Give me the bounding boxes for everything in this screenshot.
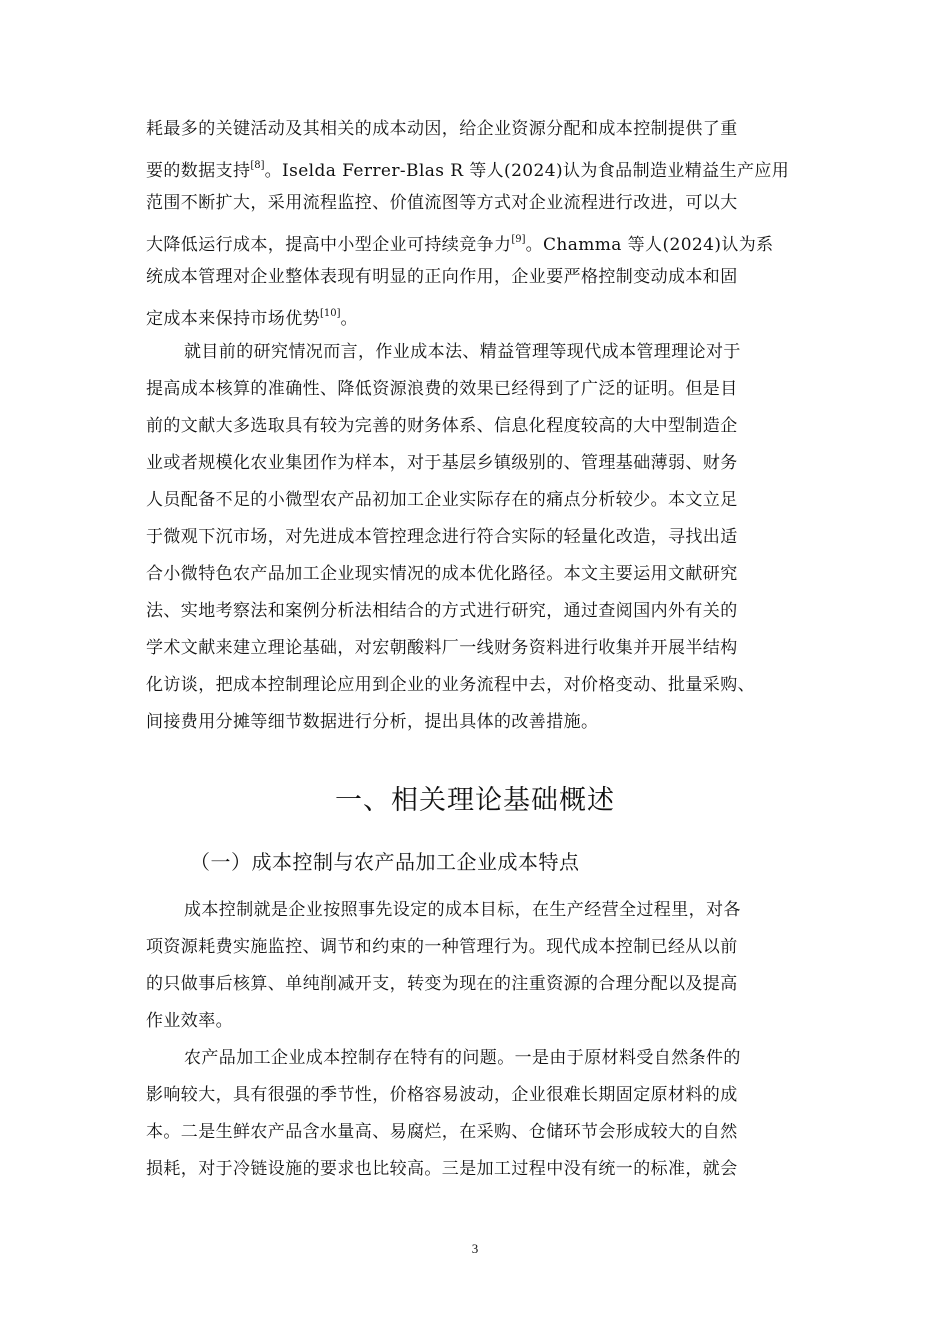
text-line: 大降低运行成本，提高中小型企业可持续竞争力[9]。Chamma 等人(2024)认为系 bbox=[146, 234, 774, 255]
text-line: 本。二是生鲜农产品含水量高、易腐烂，在采购、仓储环节会形成较大的自然 bbox=[146, 1122, 738, 1142]
text-line: 影响较大，具有很强的季节性，价格容易波动，企业很难长期固定原材料的成 bbox=[146, 1085, 738, 1105]
text-line: 要的数据支持[8]。Iselda Ferrer-Blas R 等人(2024)认为食品制造业精益生产应用 bbox=[146, 160, 790, 181]
text-line: 耗最多的关键活动及其相关的成本动因，给企业资源分配和成本控制提供了重 bbox=[146, 119, 738, 139]
text-line: 法、实地考察法和案例分析法相结合的方式进行研究，通过查阅国内外有关的 bbox=[146, 601, 738, 621]
text-line: 统成本管理对企业整体表现有明显的正向作用，企业要严格控制变动成本和固 bbox=[146, 267, 738, 287]
text-line: 人员配备不足的小微型农产品初加工企业实际存在的痛点分析较少。本文立足 bbox=[146, 490, 738, 510]
text-line: 学术文献来建立理论基础，对宏朝酸料厂一线财务资料进行收集并开展半结构 bbox=[146, 638, 738, 658]
text-line: 间接费用分摊等细节数据进行分析，提出具体的改善措施。 bbox=[146, 712, 599, 732]
text-line: 损耗，对于冷链设施的要求也比较高。三是加工过程中没有统一的标准，就会 bbox=[146, 1159, 738, 1179]
citation: [9] bbox=[511, 234, 526, 245]
text-line: 业或者规模化农业集团作为样本，对于基层乡镇级别的、管理基础薄弱、财务 bbox=[146, 453, 738, 473]
text-line: 定成本来保持市场优势[10]。 bbox=[146, 308, 358, 329]
subsection-heading: （一）成本控制与农产品加工企业成本特点 bbox=[190, 850, 580, 874]
text-line: 前的文献大多选取具有较为完善的财务体系、信息化程度较高的大中型制造企 bbox=[146, 416, 738, 436]
text-line: 范围不断扩大，采用流程监控、价值流图等方式对企业流程进行改进，可以大 bbox=[146, 193, 738, 213]
text-line: 作业效率。 bbox=[146, 1011, 233, 1031]
text-line: 农产品加工企业成本控制存在特有的问题。一是由于原材料受自然条件的 bbox=[184, 1048, 741, 1068]
text-line: 化访谈，把成本控制理论应用到企业的业务流程中去，对价格变动、批量采购、 bbox=[146, 675, 755, 695]
section-heading: 一、相关理论基础概述 bbox=[335, 785, 615, 816]
citation: [8] bbox=[250, 160, 265, 171]
text-line: 成本控制就是企业按照事先设定的成本目标，在生产经营全过程里，对各 bbox=[184, 900, 741, 920]
text-line: 项资源耗费实施监控、调节和约束的一种管理行为。现代成本控制已经从以前 bbox=[146, 937, 738, 957]
text-line: 的只做事后核算、单纯削减开支，转变为现在的注重资源的合理分配以及提高 bbox=[146, 974, 738, 994]
text-line: 合小微特色农产品加工企业现实情况的成本优化路径。本文主要运用文献研究 bbox=[146, 564, 738, 584]
page-number: 3 bbox=[471, 1241, 479, 1256]
text-line: 提高成本核算的准确性、降低资源浪费的效果已经得到了广泛的证明。但是目 bbox=[146, 379, 738, 399]
text-line: 于微观下沉市场，对先进成本管控理念进行符合实际的轻量化改造，寻找出适 bbox=[146, 527, 738, 547]
citation: [10] bbox=[320, 308, 341, 319]
text-line: 就目前的研究情况而言，作业成本法、精益管理等现代成本管理理论对于 bbox=[184, 342, 741, 362]
